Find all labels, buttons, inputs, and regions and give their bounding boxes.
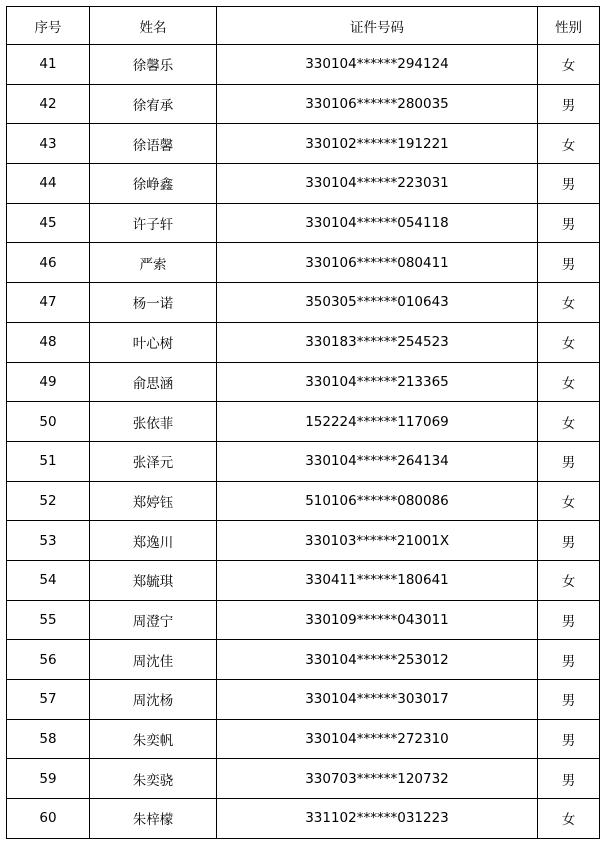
table-row xyxy=(7,441,600,481)
cell-gender: 男 xyxy=(538,243,600,283)
cell-gender: 男 xyxy=(538,600,600,640)
cell-name: 朱奕骁 xyxy=(90,759,217,799)
cell-seq: 43 xyxy=(7,124,90,164)
cell-seq: 50 xyxy=(7,402,90,442)
cell-gender: 男 xyxy=(538,164,600,204)
table-row xyxy=(7,362,600,402)
table-row xyxy=(7,680,600,720)
header-id-number: 证件号码 xyxy=(217,7,538,45)
table-row xyxy=(7,45,600,85)
table-header xyxy=(7,7,600,45)
table-row xyxy=(7,203,600,243)
cell-id-number: 330703******120732 xyxy=(217,759,538,799)
cell-id-number: 330104******054118 xyxy=(217,203,538,243)
table-row xyxy=(7,600,600,640)
cell-gender: 女 xyxy=(538,124,600,164)
cell-id-number: 510106******080086 xyxy=(217,481,538,521)
cell-name: 徐馨乐 xyxy=(90,45,217,85)
table-row xyxy=(7,521,600,561)
cell-gender: 男 xyxy=(538,84,600,124)
cell-gender: 男 xyxy=(538,521,600,561)
cell-name: 许子轩 xyxy=(90,203,217,243)
cell-seq: 52 xyxy=(7,481,90,521)
table-row xyxy=(7,84,600,124)
cell-id-number: 330104******272310 xyxy=(217,719,538,759)
table-row xyxy=(7,560,600,600)
table-row xyxy=(7,481,600,521)
cell-name: 张依菲 xyxy=(90,402,217,442)
cell-id-number: 152224******117069 xyxy=(217,402,538,442)
table-row xyxy=(7,759,600,799)
cell-gender: 女 xyxy=(538,799,600,839)
cell-seq: 48 xyxy=(7,322,90,362)
cell-id-number: 330106******280035 xyxy=(217,84,538,124)
cell-gender: 女 xyxy=(538,560,600,600)
cell-gender: 男 xyxy=(538,441,600,481)
cell-name: 张泽元 xyxy=(90,441,217,481)
cell-seq: 53 xyxy=(7,521,90,561)
cell-seq: 59 xyxy=(7,759,90,799)
cell-id-number: 350305******010643 xyxy=(217,283,538,323)
cell-id-number: 330103******21001X xyxy=(217,521,538,561)
cell-seq: 60 xyxy=(7,799,90,839)
cell-gender: 女 xyxy=(538,322,600,362)
cell-name: 周沈佳 xyxy=(90,640,217,680)
cell-seq: 54 xyxy=(7,560,90,600)
cell-name: 朱梓檬 xyxy=(90,799,217,839)
cell-seq: 42 xyxy=(7,84,90,124)
cell-seq: 41 xyxy=(7,45,90,85)
cell-id-number: 330104******294124 xyxy=(217,45,538,85)
cell-name: 杨一诺 xyxy=(90,283,217,323)
cell-seq: 46 xyxy=(7,243,90,283)
header-name: 姓名 xyxy=(90,7,217,45)
cell-seq: 45 xyxy=(7,203,90,243)
cell-name: 俞思涵 xyxy=(90,362,217,402)
cell-name: 徐宥承 xyxy=(90,84,217,124)
table-row xyxy=(7,164,600,204)
table-row xyxy=(7,799,600,839)
cell-seq: 58 xyxy=(7,719,90,759)
cell-id-number: 330104******213365 xyxy=(217,362,538,402)
cell-name: 叶心树 xyxy=(90,322,217,362)
cell-id-number: 330411******180641 xyxy=(217,560,538,600)
cell-seq: 51 xyxy=(7,441,90,481)
table-body xyxy=(7,45,600,839)
cell-name: 徐峥鑫 xyxy=(90,164,217,204)
table-row xyxy=(7,283,600,323)
cell-name: 周沈杨 xyxy=(90,680,217,720)
cell-name: 徐语馨 xyxy=(90,124,217,164)
table-row xyxy=(7,124,600,164)
cell-name: 严索 xyxy=(90,243,217,283)
table-row xyxy=(7,243,600,283)
cell-gender: 男 xyxy=(538,680,600,720)
cell-seq: 47 xyxy=(7,283,90,323)
cell-gender: 女 xyxy=(538,362,600,402)
student-roster-table xyxy=(6,6,600,839)
cell-name: 郑毓琪 xyxy=(90,560,217,600)
header-seq: 序号 xyxy=(7,7,90,45)
cell-seq: 49 xyxy=(7,362,90,402)
cell-gender: 男 xyxy=(538,203,600,243)
cell-id-number: 331102******031223 xyxy=(217,799,538,839)
cell-gender: 女 xyxy=(538,45,600,85)
table-row xyxy=(7,322,600,362)
cell-id-number: 330183******254523 xyxy=(217,322,538,362)
cell-id-number: 330104******223031 xyxy=(217,164,538,204)
cell-seq: 56 xyxy=(7,640,90,680)
cell-name: 郑婷钰 xyxy=(90,481,217,521)
cell-id-number: 330104******253012 xyxy=(217,640,538,680)
cell-gender: 男 xyxy=(538,719,600,759)
cell-gender: 男 xyxy=(538,640,600,680)
cell-id-number: 330106******080411 xyxy=(217,243,538,283)
cell-seq: 57 xyxy=(7,680,90,720)
cell-id-number: 330104******264134 xyxy=(217,441,538,481)
cell-id-number: 330109******043011 xyxy=(217,600,538,640)
cell-gender: 女 xyxy=(538,283,600,323)
cell-name: 周澄宁 xyxy=(90,600,217,640)
cell-gender: 女 xyxy=(538,481,600,521)
table-row xyxy=(7,402,600,442)
table-row xyxy=(7,719,600,759)
cell-name: 郑逸川 xyxy=(90,521,217,561)
cell-gender: 女 xyxy=(538,402,600,442)
cell-gender: 男 xyxy=(538,759,600,799)
header-gender: 性别 xyxy=(538,7,600,45)
header-row xyxy=(7,7,600,45)
cell-id-number: 330102******191221 xyxy=(217,124,538,164)
cell-seq: 55 xyxy=(7,600,90,640)
cell-id-number: 330104******303017 xyxy=(217,680,538,720)
cell-name: 朱奕帆 xyxy=(90,719,217,759)
cell-seq: 44 xyxy=(7,164,90,204)
table-row xyxy=(7,640,600,680)
